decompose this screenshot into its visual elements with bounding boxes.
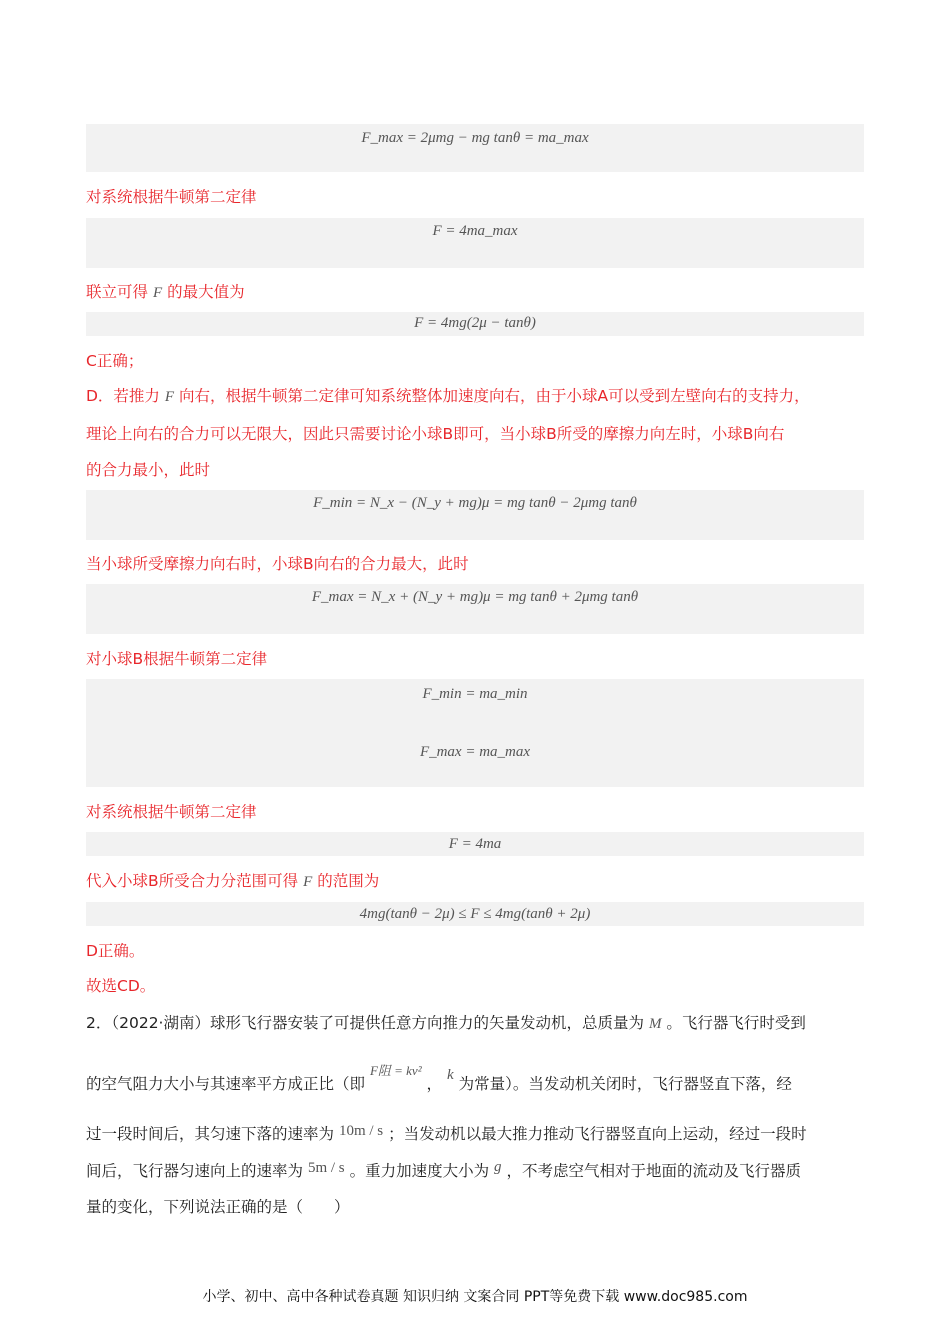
text-segment: 的最大值为 — [167, 283, 245, 301]
text-line: 对系统根据牛顿第二定律 — [86, 803, 257, 821]
text-line: 的合力最小，此时 — [86, 461, 211, 479]
variable-g: g — [494, 1159, 502, 1175]
text-line — [86, 282, 245, 303]
text-segment: 为常量）。当发动机关闭时，飞行器竖直下落，经 — [458, 1075, 792, 1093]
equation-box — [86, 124, 864, 172]
page-footer: 小学、初中、高中各种试卷真题 知识归纳 文案合同 PPT等免费下载 www.doc985.com — [202, 1289, 748, 1305]
variable-f: F — [164, 389, 175, 405]
text-line: 理论上向右的合力可以无限大，因此只需要讨论小球B即可，当小球B所受的摩擦力向左时，小球B向右 — [86, 425, 785, 443]
text-segment: D．若推力 — [86, 387, 160, 405]
equation-box — [86, 584, 864, 634]
text-segment: 代入小球B所受合力分范围可得 — [86, 872, 299, 890]
text-segment: 。重力加速度大小为 — [349, 1162, 490, 1180]
equation-f-4ma: F = 4ma — [448, 836, 502, 852]
text-segment: 向右，根据牛顿第二定律可知系统整体加速度向右，由于小球A可以受到左壁向右的支持力， — [178, 387, 810, 405]
text-line: 对系统根据牛顿第二定律 — [86, 188, 257, 206]
equation-fmax-2: F_max = N_x + (N_y + mg)μ = mg tanθ + 2μmg tanθ — [311, 589, 639, 605]
equation-box — [86, 312, 864, 336]
text-segment: 2．（2022·湖南）球形飞行器安装了可提供任意方向推力的矢量发动机，总质量为 — [86, 1014, 644, 1032]
text-line: 对小球B根据牛顿第二定律 — [86, 650, 268, 668]
text-line: 故选CD。 — [86, 977, 156, 995]
equation-box — [86, 679, 864, 787]
equation-box — [86, 902, 864, 926]
equation-fmax-1: F_max = 2μmg − mg tanθ = ma_max — [361, 130, 589, 146]
equation-f-4mamax: F = 4ma_max — [432, 223, 518, 239]
text-segment: ，不考虑空气相对于地面的流动及飞行器质 — [506, 1162, 801, 1180]
variable-f: F — [303, 874, 313, 890]
question-line — [86, 1161, 801, 1182]
equation-box — [86, 490, 864, 540]
text-segment: 间后，飞行器匀速向上的速率为 — [86, 1162, 304, 1180]
variable-m: M — [648, 1016, 662, 1032]
text-line: 当小球所受摩擦力向右时，小球B向右的合力最大，此时 — [86, 555, 469, 573]
question-line — [86, 1063, 792, 1095]
text-segment: 联立可得 — [86, 283, 149, 301]
text-line: D正确。 — [86, 942, 145, 960]
question-line: 量的变化，下列说法正确的是（ ） — [86, 1198, 350, 1216]
text-segment: 过一段时间后，其匀速下落的速率为 — [86, 1125, 335, 1143]
equation-f-max-value: F = 4mg(2μ − tanθ) — [414, 315, 536, 331]
equation-fmin-mamin: F_min = ma_min — [422, 686, 528, 702]
text-segment: 。飞行器飞行时受到 — [666, 1014, 806, 1032]
text-segment: 的范围为 — [317, 872, 380, 890]
question-line — [86, 1124, 807, 1145]
equation-fmin: F_min = N_x − (N_y + mg)μ = mg tanθ − 2μmg tanθ — [313, 495, 637, 511]
value-speed-10: 10m / s — [338, 1123, 384, 1139]
formula-drag: F阻 = kv² — [369, 1063, 422, 1078]
equation-fmax-mamax: F_max = ma_max — [419, 744, 531, 760]
equation-box — [86, 832, 864, 856]
text-line — [86, 871, 379, 892]
equation-box — [86, 218, 864, 268]
variable-f: F — [152, 285, 163, 301]
text-segment: 的空气阻力大小与其速率平方成正比（即 — [86, 1075, 366, 1093]
text-line: C正确； — [86, 352, 144, 370]
text-line — [86, 386, 810, 407]
value-speed-5: 5m / s — [307, 1160, 345, 1176]
variable-k: k — [447, 1067, 454, 1083]
text-segment: ， — [426, 1075, 443, 1093]
question-line — [86, 1013, 806, 1034]
text-segment: ；当发动机以最大推力推动飞行器竖直向上运动，经过一段时 — [388, 1125, 807, 1143]
equation-f-range: 4mg(tanθ − 2μ) ≤ F ≤ 4mg(tanθ + 2μ) — [359, 906, 591, 922]
